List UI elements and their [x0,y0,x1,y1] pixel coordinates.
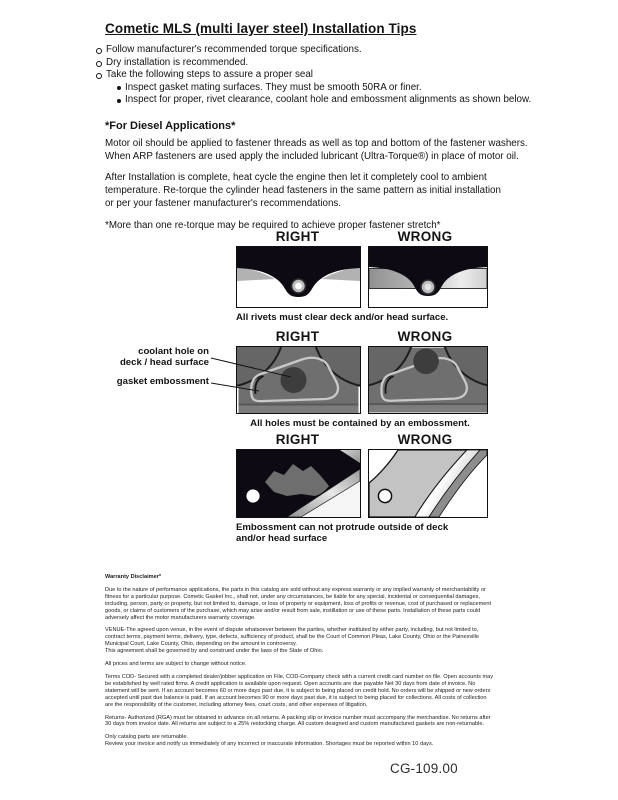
protrusion-right-panel [236,449,361,518]
document-code: CG-109.00 [390,761,458,776]
callout-coolant-hole: coolant hole on deck / head surface [119,346,209,368]
filled-bullet-icon [117,99,121,103]
wrong-label: WRONG [397,229,453,244]
diesel-paragraph-2: After Installation is complete, heat cycle the engine then let it completely cool to ambient temperature. Re-torque the cylinder head fasteners in the same pattern as initial installation or per your fastener manufacturer's recommendations. [105,172,501,209]
right-label: RIGHT [275,229,320,244]
page-title: Cometic MLS (multi layer steel) Installation Tips [105,21,417,36]
right-label: RIGHT [275,432,320,447]
bolt-hole-icon [246,489,259,502]
hole-outside-illustration [369,347,487,413]
disclaimer-paragraph-returns: Returns- Authorized (RGA) must be obtained in advance on all returns. A packing slip or invoice number must accompany the merchandise. No returns after 30 days from invoice date. All returns are subject to a 25% restocking charge. All custom designed and custom manufactured gaskets are non-returnable. [105,714,491,728]
tip-item [96,57,536,70]
warranty-disclaimer-section [105,574,523,754]
rivet-clear-illustration [237,247,360,307]
tip-item [96,69,536,82]
embossment-caption: All holes must be contained by an embossment. [250,418,470,429]
protrusion-caption: Embossment can not protrude outside of deck and/or head surface [236,522,449,544]
filled-bullet-icon [117,86,121,90]
diagram-row-rivet-clearance [236,229,484,323]
coolant-hole-icon [413,349,439,375]
wrong-label: WRONG [397,329,453,344]
bolt-hole-icon [378,489,391,502]
open-bullet-icon [96,48,102,54]
disclaimer-paragraph-venue: VENUE-The agreed upon venue, in the event of dispute whatsoever between the parties, whether instituted by either party, including, but not limited to, contract terms, payment terms, delivery, type, defects, sufficiency of product, shall be the Court of Common Pleas, Lake County, Ohio or the Painesville Municipal Court, Lake County, Ohio, depending on the amount in controversy. This agreement shall be governed by and construed under the laws of the State of Ohio. [105,627,480,655]
installation-tips-list [96,44,536,107]
diesel-paragraph-1: Motor oil should be applied to fastener threads as well as top and bottom of the fastener washers. When ARP fasteners are used apply the included lubricant (Ultra-Torque®) in place of motor oil. [105,137,528,162]
tip-subitem [96,94,536,107]
diagram-row-embossment-protrusion [236,432,484,544]
tip-subitem [96,82,536,95]
tip-text: Inspect gasket mating surfaces. They must be smooth 50RA or finer. [125,81,422,93]
tip-item [96,44,536,57]
disclaimer-paragraph-catalog: Only catalog parts are returnable. Review your invoice and notify us immediately of any incorrect or inaccurate information. Shortages must be reported within 10 days. [105,734,434,748]
diesel-applications-section [105,120,535,242]
tip-text: Inspect for proper, rivet clearance, coolant hole and embossment alignments as shown below. [125,94,532,106]
embossment-inside-illustration [237,450,360,517]
disclaimer-heading: Warranty Disclaimer* [105,574,162,580]
embossment-protruding-illustration [369,450,487,517]
diesel-note: *More than one re-torque may be required to achieve proper fastener stretch* [105,219,441,231]
rivet-caption: All rivets must clear deck and/or head surface. [236,312,449,323]
disclaimer-paragraph-prices: All prices and terms are subject to change without notice. [105,661,247,668]
wrong-label: WRONG [397,432,453,447]
tip-text: Dry installation is recommended. [106,56,249,68]
callout-gasket-embossment: gasket embossment [116,376,209,387]
diesel-heading: *For Diesel Applications* [105,120,236,132]
open-bullet-icon [96,73,102,79]
protrusion-wrong-panel [368,449,488,518]
rivet-touching-illustration [369,247,487,307]
disclaimer-paragraph-terms: Terms COD- Secured with a completed dealer/jobber application on File, COD-Company check with a current credit card number on file. Open accounts may be established by well rated firms. A credit application is available upon request. Open accounts are due payable Net 30 days from date of invoice. No statement will be sent. If an account becomes 60 or more days past due, it is subject to being placed on credit hold. No orders will be shipped or new orders accepted until past due balance is paid. If an account becomes 90 or more days past due, it is subject to being placed for collections. All costs of collection are the responsibility of the customer, including attorney fees, court costs, and other expenses of litigation. [105,673,494,708]
disclaimer-paragraph: Due to the nature of performance applications, the parts in this catalog are sold without any express warranty or any implied warranty of merchantability or fitness for a particular purpose. Cometic Gasket Inc., shall not, under any circumstances, be liable for any special, incidental or consequential damages, including, person, party or property, but not limited to, damage, or loss of property or equipment, loss of profits or revenue, cost of purchased or replacement goods, or claims of customers of the purchase, which may arise and/or result from sale, instillation or use of these parts. Installation of these parts could adversely affect the motor manufacturers warranty coverage. [105,586,492,621]
embossment-wrong-panel [368,346,488,414]
rivet-right-panel [236,246,361,308]
right-label: RIGHT [275,329,320,344]
open-bullet-icon [96,61,102,67]
rivet-wrong-panel [368,246,488,308]
tip-text: Take the following steps to assure a proper seal [106,69,313,81]
tip-text: Follow manufacturer's recommended torque specifications. [106,44,362,55]
callout-leader-lines [207,352,297,396]
